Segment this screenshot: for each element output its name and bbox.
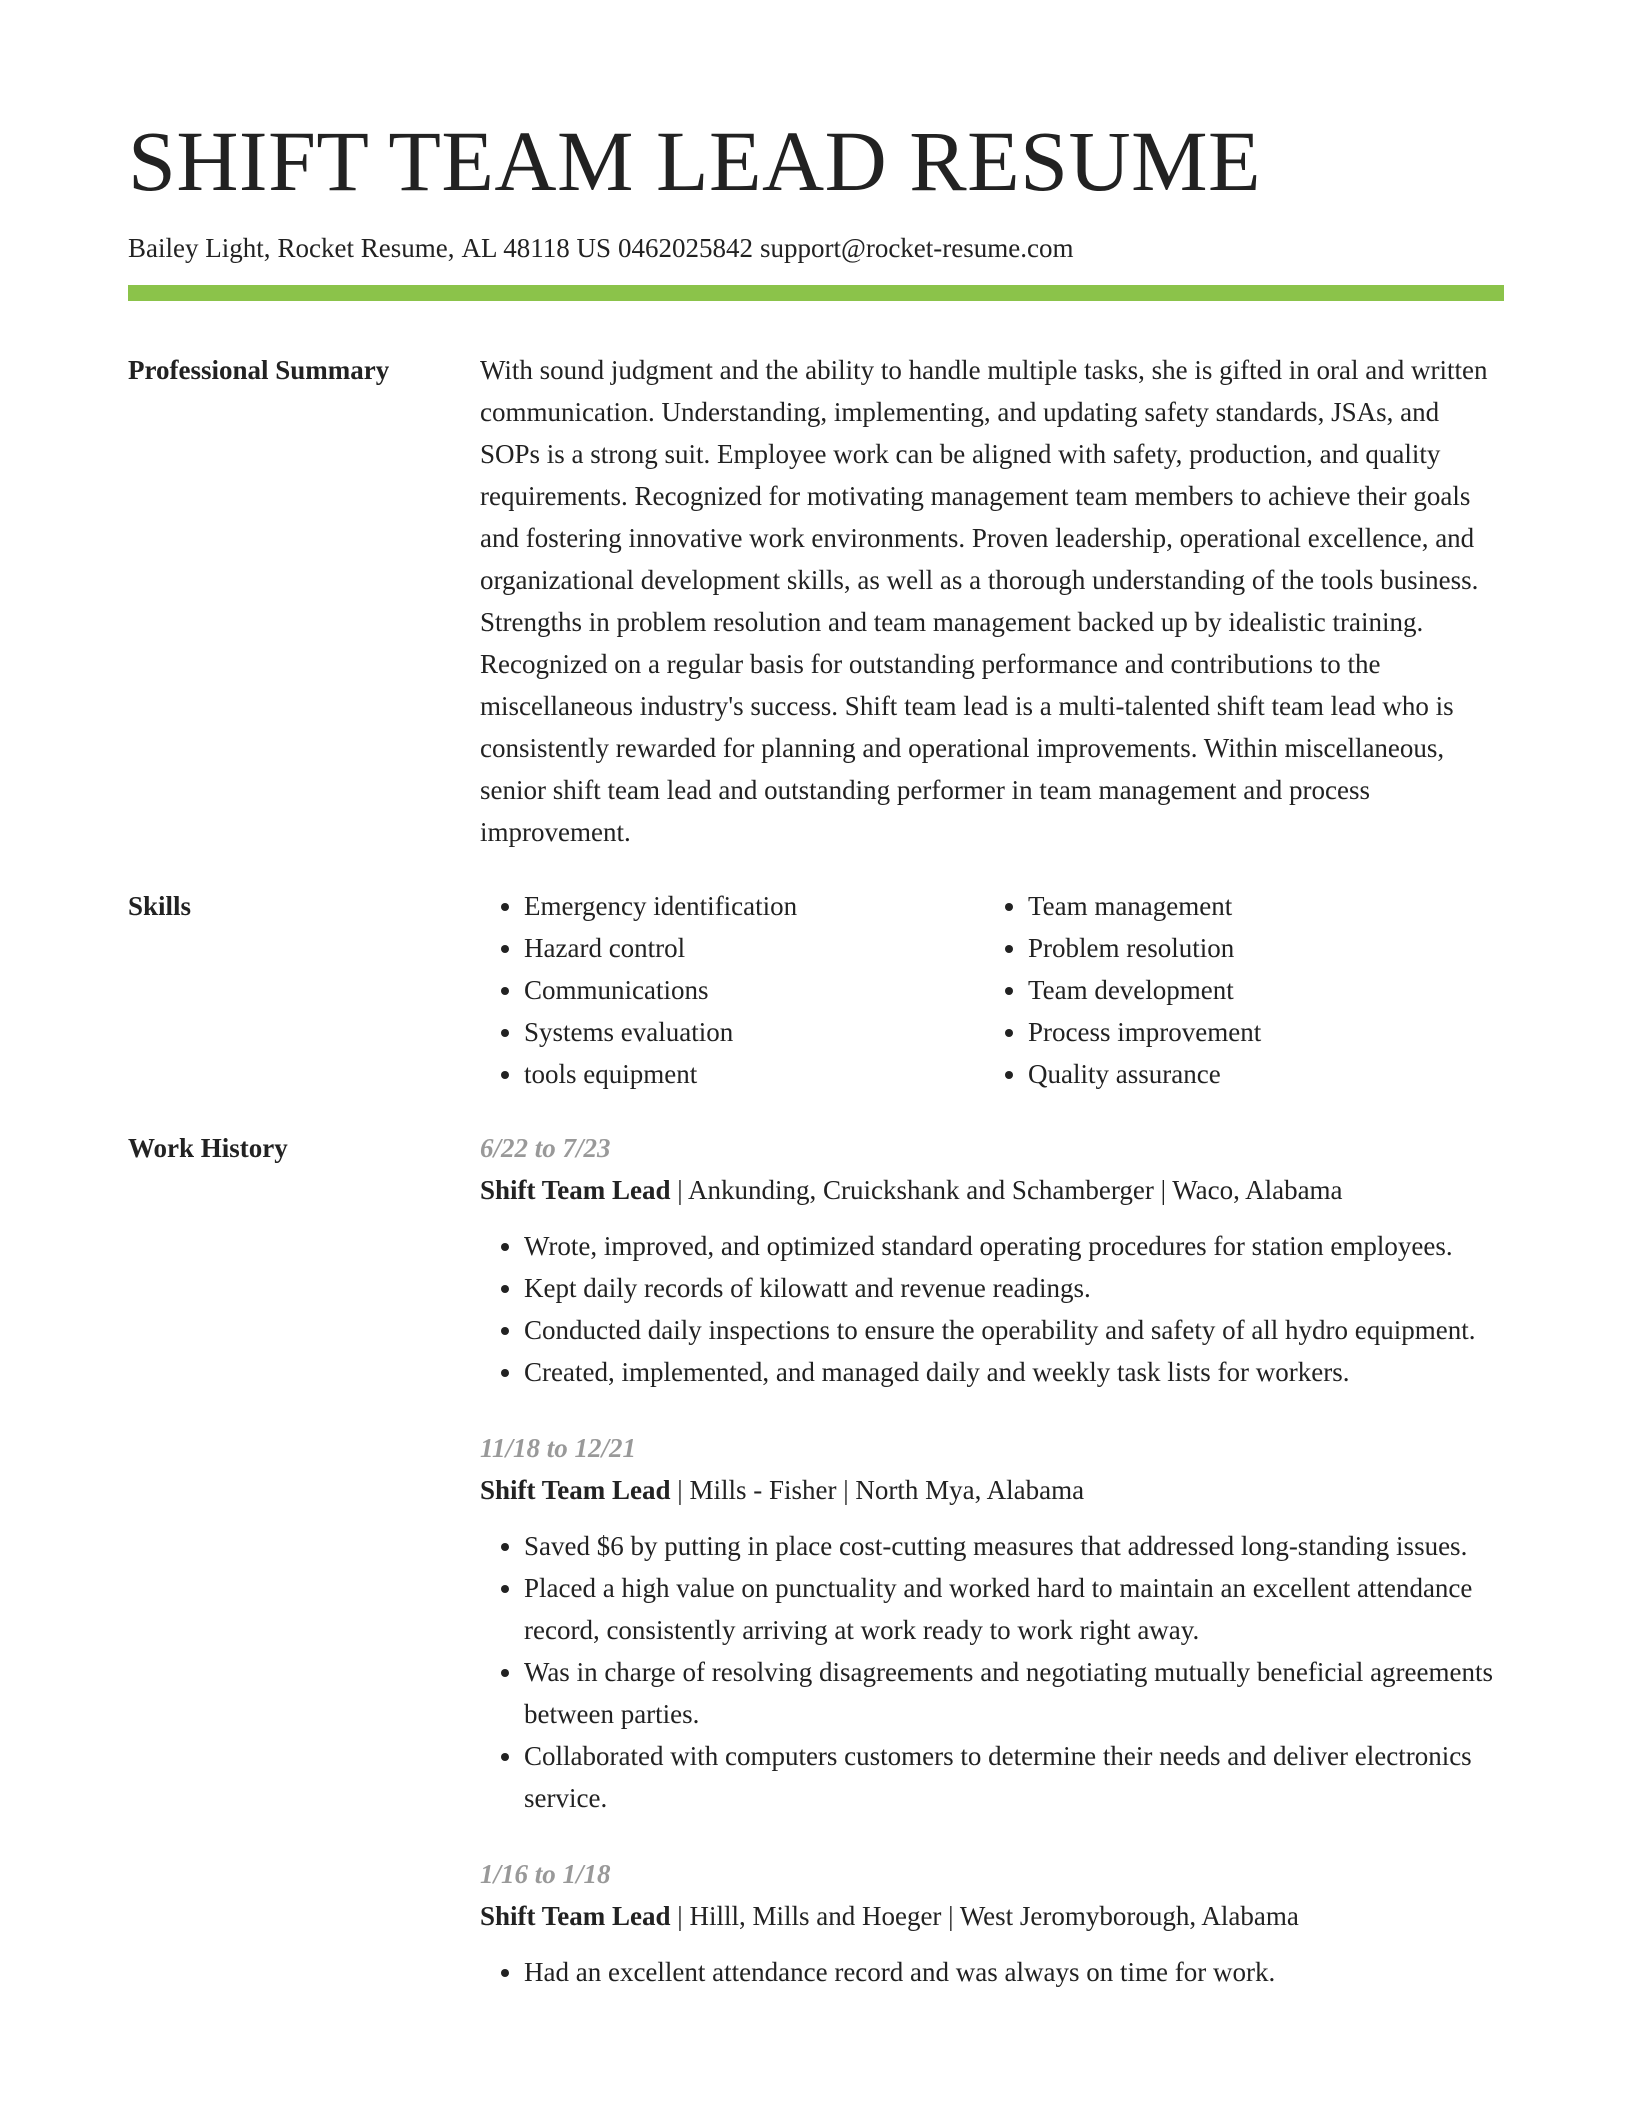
- skill-item: • Emergency identification: [524, 885, 984, 927]
- summary-text: With sound judgment and the ability to handle multiple tasks, she is gifted in oral and written communication. Understanding, implementing, and updating safety standards, JSAs, and SOPs is a strong suit. Employee work can be aligned with safety, production, and quality requirements. Recognized for motivating management team members to achieve their goals and fostering innovative work environments. Proven leadership, operational excellence, and organizational development skills, as well as a thorough understanding of the tools business. Strengths in problem resolution and team management backed up by idealistic training. Recognized on a regular basis for outstanding performance and contributions to the miscellaneous industry's success. Shift team lead is a multi-talented shift team lead who is consistently rewarded for planning and operational improvements. Within miscellaneous, senior shift team lead and outstanding performer in team management and process improvement.: [480, 355, 1488, 847]
- job-bullet: • Created, implemented, and managed daily and weekly task lists for workers.: [524, 1351, 1504, 1393]
- job-dates: 1/16 to 1/18: [480, 1859, 611, 1889]
- job-bullet: • Was in charge of resolving disagreements and negotiating mutually beneficial agreements between parties.: [524, 1651, 1504, 1735]
- contact-name: Bailey Light,: [128, 233, 271, 263]
- job-bullet: • Collaborated with computers customers to determine their needs and deliver electronics service.: [524, 1735, 1504, 1819]
- skill-item: • Team development: [1028, 969, 1488, 1011]
- skill-item: • Quality assurance: [1028, 1053, 1488, 1095]
- summary-body: [480, 349, 1504, 853]
- skill-item: • Team management: [1028, 885, 1488, 927]
- job-role: Shift Team Lead: [480, 1175, 671, 1205]
- job-bullet: • Kept daily records of kilowatt and revenue readings.: [524, 1267, 1504, 1309]
- job-entry: [480, 1127, 1504, 1393]
- contact-email: support@rocket-resume.com: [759, 233, 1074, 263]
- job-title-line: [480, 1169, 1504, 1211]
- job-bullet: • Had an excellent attendance record and was always on time for work.: [524, 1951, 1504, 1993]
- job-title-line: [480, 1895, 1504, 1937]
- skill-item: • Systems evaluation: [524, 1011, 984, 1053]
- skills-list-right: [984, 885, 1488, 1095]
- skill-item: • tools equipment: [524, 1053, 984, 1095]
- job-role: Shift Team Lead: [480, 1475, 671, 1505]
- contact-line: [128, 232, 1074, 264]
- contact-location: AL 48118 US: [461, 233, 611, 263]
- job-title-line: [480, 1469, 1504, 1511]
- skill-item: • Problem resolution: [1028, 927, 1488, 969]
- job-bullets: [480, 1951, 1504, 1993]
- skill-item: • Communications: [524, 969, 984, 1011]
- skill-item: • Hazard control: [524, 927, 984, 969]
- job-details: | Hilll, Mills and Hoeger | West Jeromyborough, Alabama: [670, 1901, 1299, 1931]
- job-entry: [480, 1853, 1504, 1993]
- job-bullet: • Saved $6 by putting in place cost-cutting measures that addressed long-standing issues.: [524, 1525, 1504, 1567]
- job-bullets: [480, 1225, 1504, 1393]
- job-role: Shift Team Lead: [480, 1901, 671, 1931]
- skills-body: [480, 885, 1504, 1095]
- job-details: | Ankunding, Cruickshank and Schamberger | Waco, Alabama: [670, 1175, 1343, 1205]
- job-bullet: • Placed a high value on punctuality and worked hard to maintain an excellent attendance record, consistently arriving at work ready to work right away.: [524, 1567, 1504, 1651]
- work-history-body: [480, 1127, 1504, 2027]
- job-bullet: • Conducted daily inspections to ensure the operability and safety of all hydro equipment.: [524, 1309, 1504, 1351]
- job-bullets: [480, 1525, 1504, 1819]
- skills-heading: Skills: [128, 891, 192, 921]
- job-entry: [480, 1427, 1504, 1819]
- skill-item: • Process improvement: [1028, 1011, 1488, 1053]
- job-dates: 6/22 to 7/23: [480, 1133, 611, 1163]
- skills-list-left: [480, 885, 984, 1095]
- header-divider: [128, 285, 1504, 301]
- job-details: | Mills - Fisher | North Mya, Alabama: [670, 1475, 1085, 1505]
- contact-phone: 0462025842: [617, 233, 753, 263]
- contact-company: Rocket Resume,: [277, 233, 455, 263]
- job-bullet: • Wrote, improved, and optimized standard operating procedures for station employees.: [524, 1225, 1504, 1267]
- summary-heading: Professional Summary: [128, 355, 390, 385]
- work-history-heading: Work History: [128, 1133, 288, 1163]
- job-dates: 11/18 to 12/21: [480, 1433, 637, 1463]
- resume-title: SHIFT TEAM LEAD RESUME: [128, 113, 1262, 209]
